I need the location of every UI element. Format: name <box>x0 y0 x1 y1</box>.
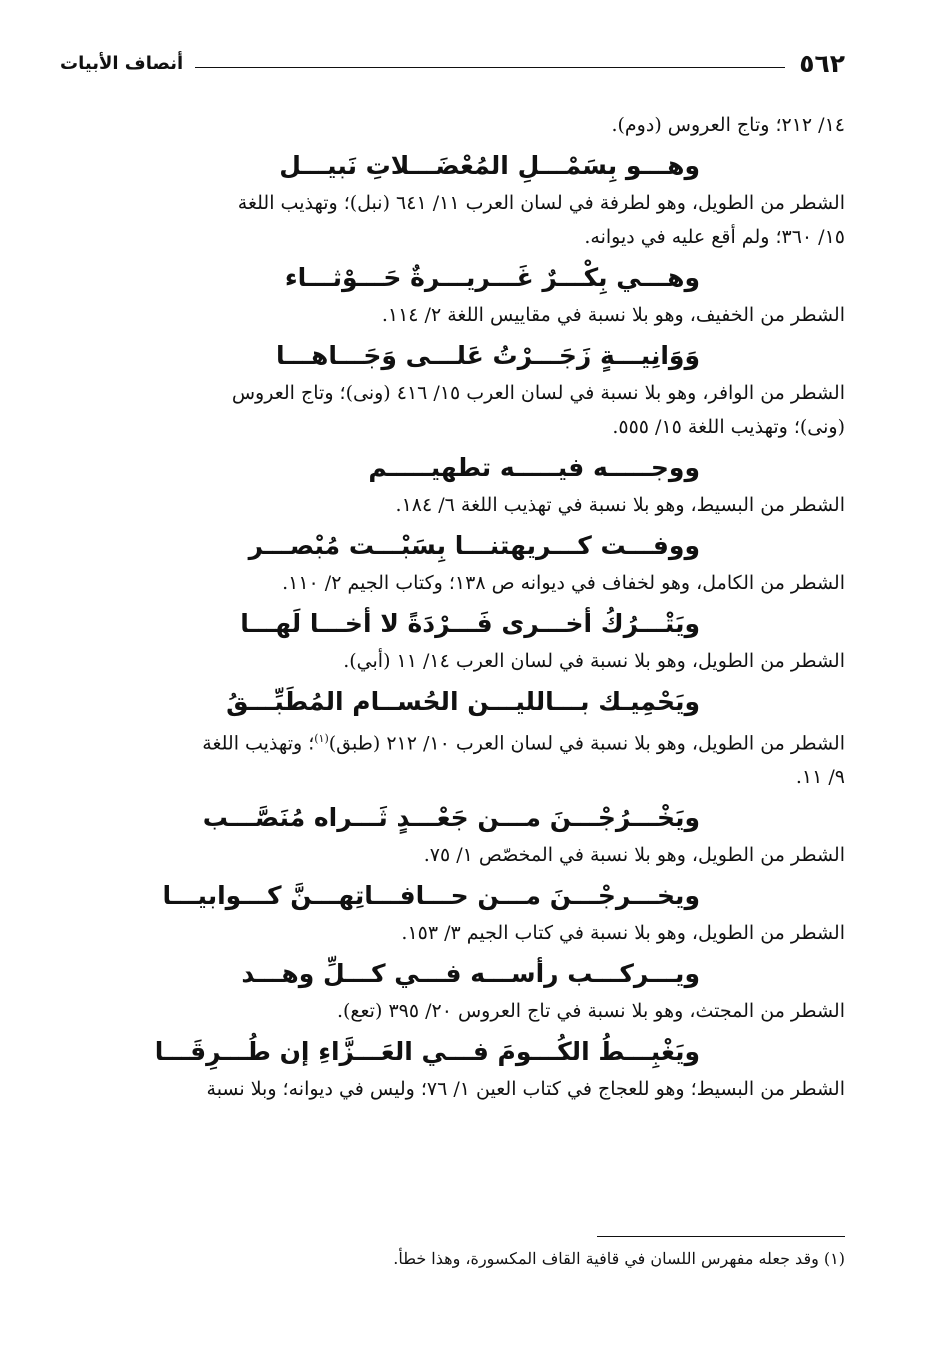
note-text: الشطر من الطويل، وهو بلا نسبة في لسان العرب ١٠/ ٢١٢ (طبق) <box>328 732 845 755</box>
entry-2 <box>60 258 845 332</box>
page-header <box>60 46 845 80</box>
verse: ويخـــرجْـــنَ مـــن حـــافـــاتِهـــنَّ كـــوابيـــا <box>162 881 700 911</box>
page-body <box>60 108 845 1106</box>
verse: ووفـــت كـــريهتنـــا بِسَبْـــت مُبْصـــر <box>248 531 700 560</box>
note-line: (ونى)؛ وتهذيب اللغة ١٥/ ٥٥٥. <box>612 416 845 438</box>
verse: ويـــركـــب رأســـه فـــي كـــلِّ وهـــد <box>241 959 700 989</box>
entry-4 <box>60 448 845 522</box>
footnote-ref[interactable]: (١) <box>314 732 329 745</box>
note-line: الشطر من الطويل، وهو بلا نسبة في لسان العرب ١٤/ ١١ (أبي). <box>343 650 845 672</box>
verse: وهـــو بِسَمْـــلِ المُعْضَـــلاتِ نَبيـــل <box>279 151 700 180</box>
running-title: أنصاف الأبيات <box>60 52 184 74</box>
note-line: الشطر من المجتث، وهو بلا نسبة في تاج العروس ٢٠/ ٣٩٥ (تعع). <box>336 1000 845 1023</box>
verse: ويَغْبِـــطُ الكُـــومَ فـــي العَـــزَّاءِ إن طُـــرِقَـــا <box>154 1037 700 1067</box>
note-line: الشطر من البسيط؛ وهو للعجاج في كتاب العين ١/ ٧٦؛ وليس في ديوانه؛ وبلا نسبة <box>206 1078 845 1101</box>
entry-3 <box>60 336 845 444</box>
note-line <box>60 722 845 760</box>
verse: ويَتْـــرُكُ أخـــرى فَـــرْدَةً لا أخـــا لَهـــا <box>240 609 700 638</box>
lead-line: ١٤/ ٢١٢؛ وتاج العروس (دوم). <box>611 114 845 136</box>
header-rule <box>195 67 785 68</box>
note-line: الشطر من الطويل، وهو بلا نسبة في كتاب الجيم ٣/ ١٥٣. <box>401 922 845 945</box>
note-text: ؛ وتهذيب اللغة <box>202 732 315 755</box>
note-line: ١٥/ ٣٦٠؛ ولم أقع عليه في ديوانه. <box>584 226 845 248</box>
entry-10 <box>60 954 845 1028</box>
note-line: الشطر من البسيط، وهو بلا نسبة في تهذيب اللغة ٦/ ١٨٤. <box>395 494 845 516</box>
verse: ويَحْمِيـك بـــالليـــن الحُســام المُطَبِّـــقُ <box>226 687 700 716</box>
note-line: الشطر من الوافر، وهو بلا نسبة في لسان العرب ١٥/ ٤١٦ (ونى)؛ وتاج العروس <box>231 382 845 404</box>
note-line: الشطر من الطويل، وهو لطرفة في لسان العرب ١١/ ٦٤١ (نبل)؛ وتهذيب اللغة <box>237 192 845 214</box>
note-line: الشطر من الخفيف، وهو بلا نسبة في مقاييس اللغة ٢/ ١١٤. <box>381 304 845 326</box>
verse: وهـــي بِكْـــرٌ غَـــريـــرةٌ حَـــوْثـــاء <box>284 263 700 292</box>
note-line: الشطر من الطويل، وهو بلا نسبة في المخصّص ١/ ٧٥. <box>423 844 845 867</box>
entry-1 <box>60 146 845 254</box>
footnote-rule <box>597 1236 845 1237</box>
page-number: ٥٦٢ <box>799 48 845 78</box>
verse: ووجـــــه فيـــــه تطهيـــــم <box>368 453 700 482</box>
verse: ويَخْـــرُجْـــنَ مـــن جَعْـــدٍ ثَـــراه مُنَصَّـــب <box>202 803 700 833</box>
entry-9 <box>60 876 845 950</box>
entry-5 <box>60 526 845 600</box>
note-line: ٩/ ١١. <box>795 766 845 789</box>
entry-11 <box>60 1032 845 1106</box>
verse: وَوَانِيـــةٍ زَجَـــرْتُ عَلـــى وَجَـــاهـــا <box>275 341 700 370</box>
entry-8 <box>60 798 845 872</box>
footnote: (١) وقد جعله مفهرس اللسان في قافية القاف المكسورة، وهذا خطأ. <box>393 1249 845 1268</box>
note-line: الشطر من الكامل، وهو لخفاف في ديوانه ص ١٣٨؛ وكتاب الجيم ٢/ ١١٠. <box>282 572 845 594</box>
entry-6 <box>60 604 845 678</box>
entry-7 <box>60 682 845 794</box>
